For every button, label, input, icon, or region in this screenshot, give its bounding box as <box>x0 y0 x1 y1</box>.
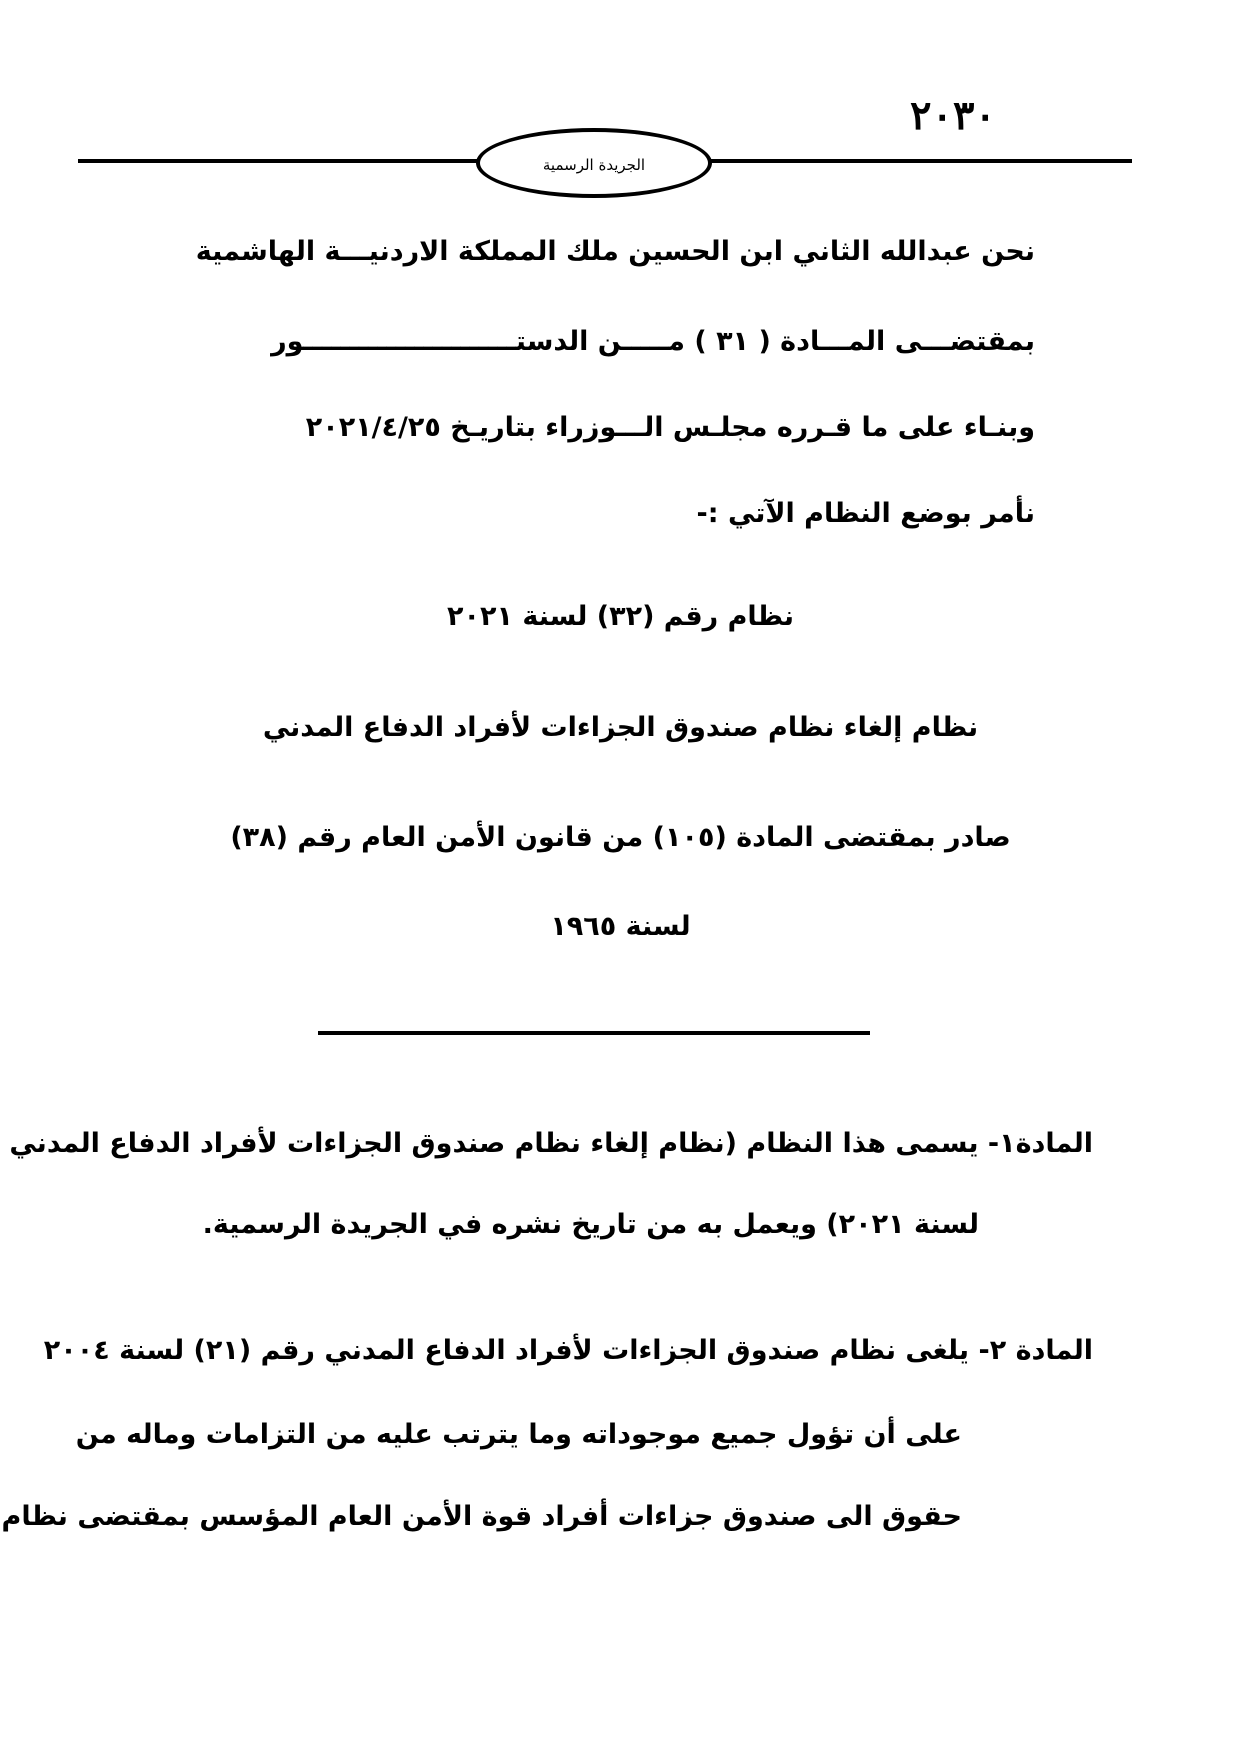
article-1-line-1: المادة١- يسمى هذا النظام (نظام إلغاء نظام صندوق الجزاءات لأفراد الدفاع المدني <box>9 1128 1093 1159</box>
regulation-law-year: لسنة ١٩٦٥ <box>550 911 691 942</box>
masthead-title: الجريدة الرسمية <box>542 156 646 174</box>
regulation-number: نظام رقم (٣٢) لسنة ٢٠٢١ <box>447 601 794 632</box>
article-2-line-1: المادة ٢- يلغى نظام صندوق الجزاءات لأفراد الدفاع المدني رقم (٢١) لسنة ٢٠٠٤ <box>43 1335 1093 1366</box>
preamble-line-3: وبنـاء على ما قـرره مجلـس الـــوزراء بتاريـخ ٢٠٢١/٤/٢٥ <box>305 412 1035 443</box>
preamble-line-1: نحن عبدالله الثاني ابن الحسين ملك المملكة الاردنيـــة الهاشمية <box>195 236 1035 267</box>
regulation-name: نظام إلغاء نظام صندوق الجزاءات لأفراد الدفاع المدني <box>262 712 979 743</box>
preamble-line-4: نأمر بوضع النظام الآتي :- <box>696 498 1035 529</box>
article-2-line-3: حقوق الى صندوق جزاءات أفراد قوة الأمن العام المؤسس بمقتضى نظام <box>1 1501 962 1532</box>
preamble-line-2: بمقتضـــى المـــادة ( ٣١ ) مـــــن الدستـــــــــــــــــــــــور <box>271 326 1035 357</box>
regulation-issued-under: صادر بمقتضى المادة (١٠٥) من قانون الأمن العام رقم (٣٨) <box>230 822 1011 853</box>
article-2-line-2: على أن تؤول جميع موجوداته وما يترتب عليه من التزامات وماله من <box>75 1419 962 1450</box>
header-rule-left <box>78 159 480 163</box>
masthead-oval <box>476 128 712 198</box>
section-divider <box>318 1031 870 1035</box>
header-rule-right <box>708 159 1132 163</box>
page-number: ٢٠٣٠ <box>910 92 996 139</box>
article-1-line-2: لسنة ٢٠٢١) ويعمل به من تاريخ نشره في الجريدة الرسمية. <box>202 1209 979 1240</box>
